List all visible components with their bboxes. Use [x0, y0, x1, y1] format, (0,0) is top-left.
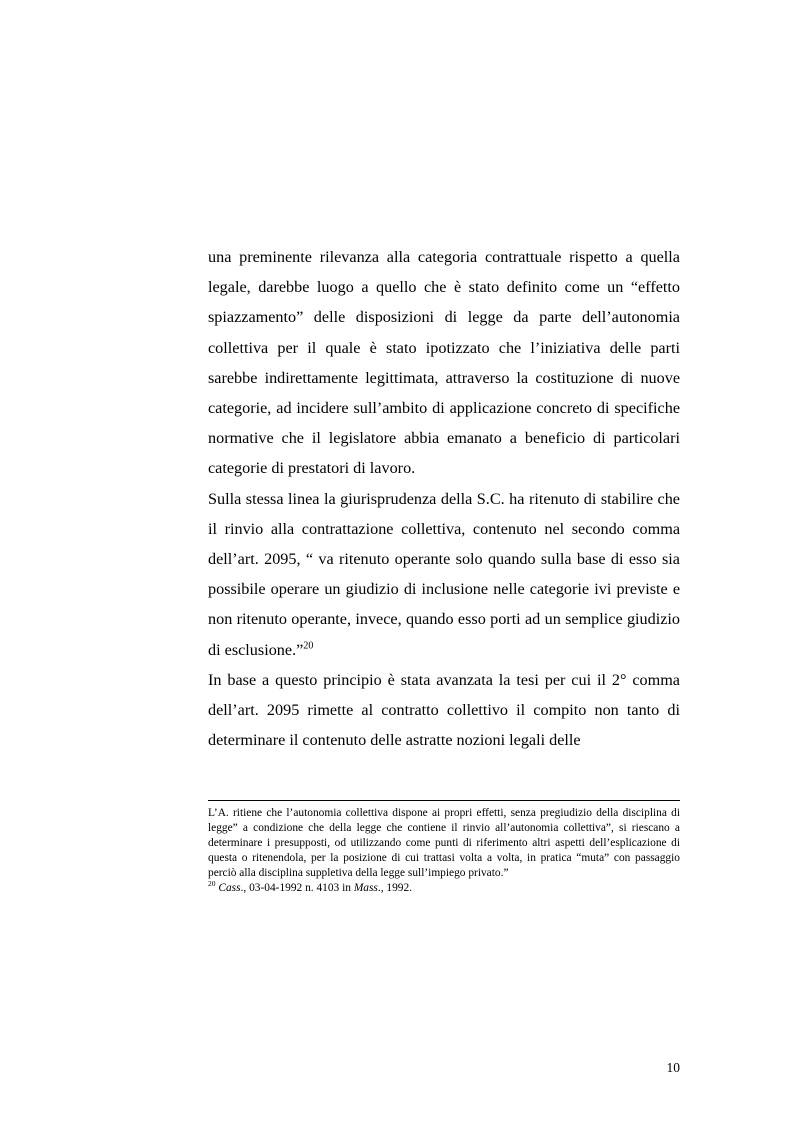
body-paragraph-2-text: Sulla stessa linea la giurisprudenza della S.C. ha ritenuto di stabilire che il rinvio alla contrattazione collettiva, contenuto nel secondo comma dell’art. 2095, “ va ritenuto operante solo quando sulla base di esso sia possibile operare un giudizio di inclusione nelle categorie ivi previste e non ritenuto operante, invece, quando esso porti ad un semplice giudizio di esclusione.”	[208, 489, 680, 659]
footnote-year: ., 1992.	[377, 881, 413, 894]
footnote-continued: L’A. ritiene che l’autonomia collettiva dispone ai propri effetti, senza pregiudizio della disciplina di legge” a condizione che della legge che contiene il rinvio all’autonomia collettiva”, si riescano a determinare i presupposti, od utilizzando come punti di riferimento altri aspetti dell’esplicazione di questa o ritenendola, per la posizione di cui trattasi volta a volta, in pratica “muta” con passaggio perciò alla disciplina suppletiva della legge sull’impiego privato.”	[208, 807, 680, 879]
body-paragraph-1: una preminente rilevanza alla categoria contrattuale rispetto a quella legale, darebbe luogo a quello che è stato definito come un “effetto spiazzamento” delle disposizioni di legge da parte dell’autonomia collettiva per il quale è stato ipotizzato che l’iniziativa delle parti sarebbe indirettamente legittimata, attraverso la costituzione di nuove categorie, ad incidere sull’ambito di applicazione concreto di specifiche normative che il legislatore abbia emanato a beneficio di particolari categorie di prestatori di lavoro.	[208, 248, 680, 478]
footnote-ref-20[interactable]: 20	[303, 640, 314, 652]
body-paragraph-3: In base a questo principio è stata avanzata la tesi per cui il 2° comma dell’art. 2095 rimette al contratto collettivo il compito non tanto di determinare il contenuto delle astratte nozioni legali delle	[208, 670, 680, 750]
footnote-citation: ., 03-04-1992 n. 4103 in	[240, 881, 354, 894]
page-number: 10	[666, 1060, 680, 1075]
body-paragraph-2	[208, 484, 680, 665]
footnote-number: 20	[208, 878, 216, 888]
footnotes	[208, 806, 680, 895]
footnote-separator	[208, 800, 680, 801]
footnote-20	[208, 878, 680, 896]
footnote-case-name: Cass	[218, 881, 241, 894]
body-text	[208, 242, 680, 755]
footnote-source: Mass	[353, 881, 378, 894]
